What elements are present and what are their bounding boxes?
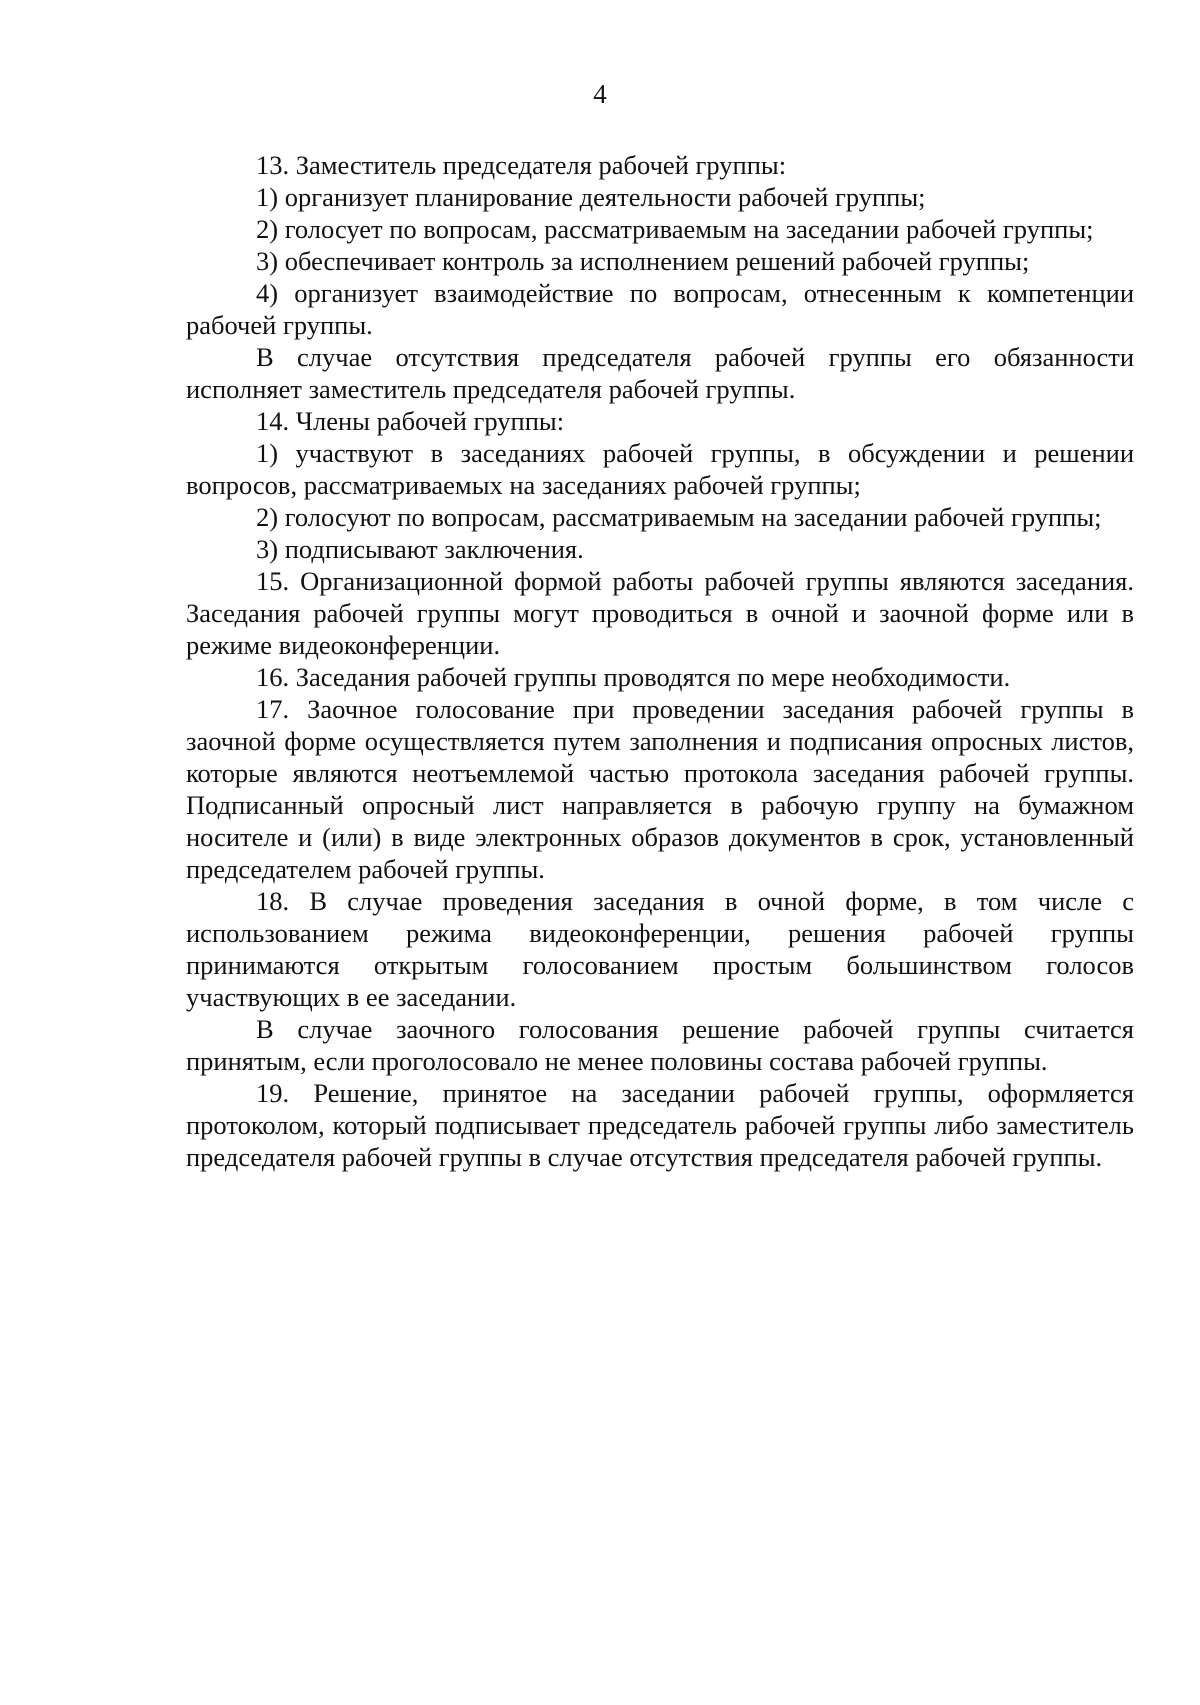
paragraph-18-note: В случае заочного голосования решение рабочей группы считается принятым, если проголосовало не менее половины состава рабочей группы.	[186, 1014, 1134, 1076]
document-body	[186, 149, 1134, 1173]
paragraph-14-item-3: 3) подписывают заключения.	[256, 534, 584, 564]
paragraph-15: 15. Организационной формой работы рабочей группы являются заседания. Заседания рабочей группы могут проводиться в очной и заочной форме или в режиме видеоконференции.	[186, 566, 1134, 660]
paragraph-13-item-4: 4) организует взаимодействие по вопросам, отнесенным к компетенции рабочей группы.	[186, 278, 1134, 340]
paragraph-18: 18. В случае проведения заседания в очной форме, в том числе с использованием режима видеоконференции, решения рабочей группы принимаются открытым голосованием простым большинством голосов участвующих в ее заседании.	[186, 886, 1134, 1012]
paragraph-13: 13. Заместитель председателя рабочей группы:	[256, 150, 787, 180]
paragraph-13-item-2: 2) голосует по вопросам, рассматриваемым на заседании рабочей группы;	[256, 214, 1094, 244]
paragraph-17: 17. Заочное голосование при проведении заседания рабочей группы в заочной форме осуществляется путем заполнения и подписания опросных листов, которые являются неотъемлемой частью протокола заседания рабочей группы. Подписанный опросный лист направляется в рабочую группу на бумажном носителе и (или) в виде электронных образов документов в срок, установленный председателем рабочей группы.	[186, 694, 1134, 884]
paragraph-14-item-1: 1) участвуют в заседаниях рабочей группы, в обсуждении и решении вопросов, рассматриваемых на заседаниях рабочей группы;	[186, 438, 1134, 500]
paragraph-14-item-2: 2) голосуют по вопросам, рассматриваемым на заседании рабочей группы;	[256, 502, 1102, 532]
paragraph-13-note: В случае отсутствия председателя рабочей группы его обязанности исполняет заместитель председателя рабочей группы.	[186, 342, 1134, 404]
paragraph-13-item-3: 3) обеспечивает контроль за исполнением решений рабочей группы;	[256, 246, 1030, 276]
paragraph-14: 14. Члены рабочей группы:	[256, 406, 565, 436]
page-number: 4	[593, 79, 607, 109]
paragraph-16: 16. Заседания рабочей группы проводятся по мере необходимости.	[256, 662, 1011, 692]
paragraph-19: 19. Решение, принятое на заседании рабочей группы, оформляется протоколом, который подписывает председатель рабочей группы либо заместитель председателя рабочей группы в случае отсутствия председателя рабочей группы.	[186, 1078, 1134, 1172]
paragraph-13-item-1: 1) организует планирование деятельности рабочей группы;	[256, 182, 926, 212]
